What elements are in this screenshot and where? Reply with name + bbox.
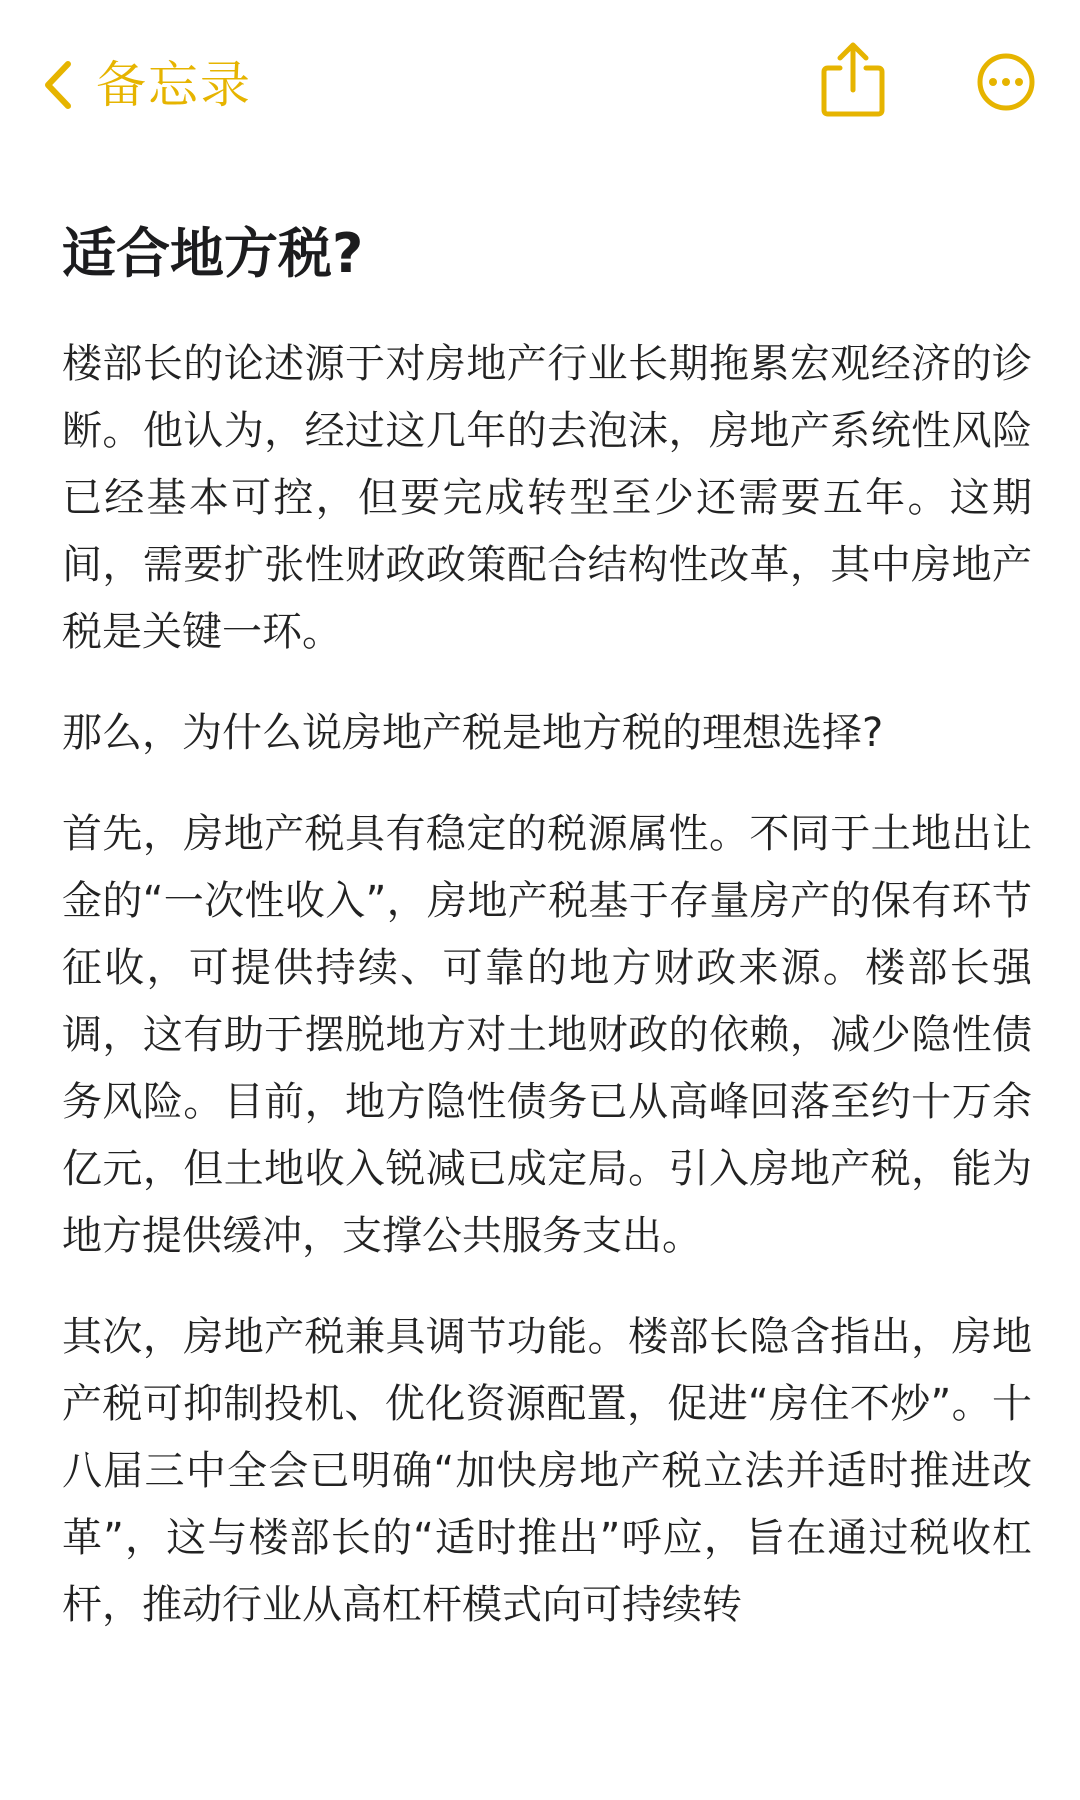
note-paragraph: 首先，房地产税具有稳定的税源属性。不同于土地出让金的“一次性收入”，房地产税基于存量房产的保有环节征收，可提供持续、可靠的地方财政来源。楼部长强调，这有助于摆脱地方对土地财政的依赖，减少隐性债务风险。目前，地方隐性债务已从高峰回落至约十万余亿元，但土地收入锐减已成定局。引入房地产税，能为地方提供缓冲，支撑公共服务支出。 (62, 810, 1032, 1259)
note-paragraph: 其次，房地产税兼具调节功能。楼部长隐含指出，房地产税可抑制投机、优化资源配置，促进“房住不炒”。十八届三中全会已明确“加快房地产税立法并适时推进改革”，这与楼部长的“适时推出”呼应，旨在通过税收杠杆，推动行业从高杠杆模式向可持续转 (62, 1313, 1032, 1628)
note-paragraph: 那么，为什么说房地产税是地方税的理想选择? (62, 709, 884, 756)
more-button[interactable] (976, 52, 1036, 112)
chevron-left-icon (40, 58, 74, 112)
share-icon (818, 40, 888, 120)
back-label: 备忘录 (96, 56, 252, 114)
nav-bar (0, 0, 1080, 170)
note-body[interactable] (62, 222, 1032, 1673)
share-button[interactable] (818, 40, 888, 120)
note-title: 适合地方税? (62, 222, 364, 285)
more-icon (976, 52, 1036, 112)
note-paragraph: 楼部长的论述源于对房地产行业长期拖累宏观经济的诊断。他认为，经过这几年的去泡沫，房地产系统性风险已经基本可控，但要完成转型至少还需要五年。这期间，需要扩张性财政政策配合结构性改革，其中房地产税是关键一环。 (62, 340, 1032, 655)
back-button[interactable] (40, 50, 252, 120)
